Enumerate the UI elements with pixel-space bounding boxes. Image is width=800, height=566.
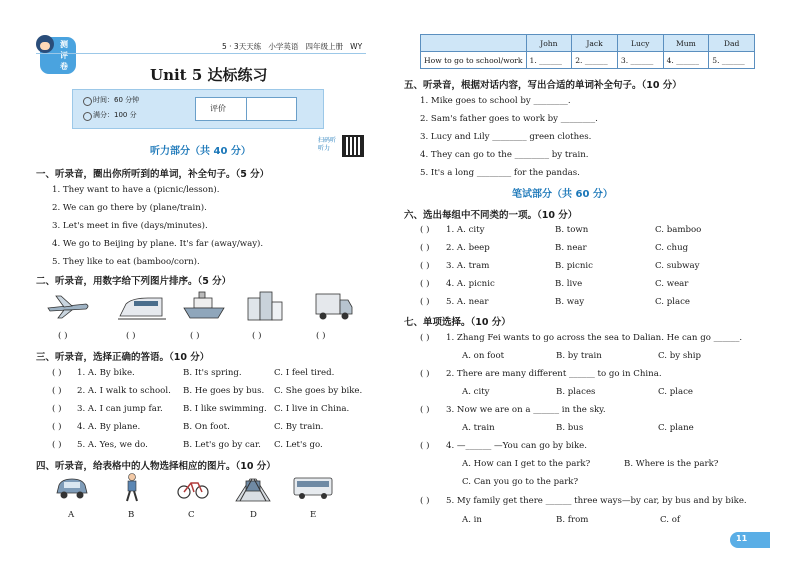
option-b: B. live [555, 279, 583, 289]
answer-paren[interactable]: ( ) [420, 405, 430, 415]
option-a: 5. A. near [446, 297, 489, 307]
option-b: B. from [556, 515, 589, 525]
table-header: Mum [663, 35, 709, 52]
option-a: A. train [462, 423, 495, 433]
option-b: B. I like swimming. [183, 404, 267, 414]
info-score: 满分：100 分 [93, 111, 137, 119]
option-c: C. Can you go to the park? [462, 477, 579, 487]
answer-paren[interactable]: ( ) [420, 333, 430, 343]
sec4-title: 四、听录音，给表格中的人物选择相应的图片。（10 分） [36, 461, 276, 472]
question-text: 3. Now we are on a ______ in the sky. [446, 405, 606, 415]
option-a: 1. A. By bike. [77, 368, 135, 378]
grade-box [195, 97, 297, 121]
answer-paren[interactable]: ( ) [420, 496, 430, 506]
table-corner [421, 35, 527, 52]
page-number-tab [730, 532, 770, 548]
option-c: C. I live in China. [274, 404, 350, 414]
answer-paren[interactable]: ( ) [52, 404, 62, 414]
option-c: C. of [660, 515, 681, 525]
sec1-item: 1. They want to have a (picnic/lesson). [52, 185, 220, 195]
sec5-item: 2. Sam's father goes to work by ________. [420, 114, 598, 124]
sec1-item: 3. Let's meet in five (days/minutes). [52, 221, 208, 231]
sec5-item: 3. Lucy and Lily ________ green clothes. [420, 132, 592, 142]
option-b: B. On foot. [183, 422, 230, 432]
bus-icon [292, 475, 334, 501]
picture-label: E [310, 510, 317, 520]
option-c: C. place [658, 387, 694, 397]
sec2-blank[interactable]: ( ) [316, 331, 326, 341]
answer-paren[interactable]: ( ) [420, 279, 430, 289]
option-b: B. near [555, 243, 587, 253]
ship-icon [182, 290, 226, 322]
picture-label: C [188, 510, 195, 520]
picture-label: D [250, 510, 257, 520]
answer-paren[interactable]: ( ) [420, 369, 430, 379]
sec2-blank[interactable]: ( ) [126, 331, 136, 341]
qr-code-icon [342, 135, 364, 157]
answer-paren[interactable]: ( ) [52, 422, 62, 432]
table-cell[interactable]: 3. ______ [617, 52, 663, 69]
answer-paren[interactable]: ( ) [420, 261, 430, 271]
option-c: C. By train. [274, 422, 324, 432]
option-b: B. town [555, 225, 589, 235]
option-b: B. places [556, 387, 596, 397]
table-header: Lucy [617, 35, 663, 52]
header-badge: 测评卷 [40, 37, 76, 74]
option-b: B. Where is the park? [624, 459, 719, 469]
option-a: A. in [462, 515, 482, 525]
answer-paren[interactable]: ( ) [420, 225, 430, 235]
sec1-item: 2. We can go there by (plane/train). [52, 203, 207, 213]
medal-icon [83, 112, 92, 121]
clock-icon [83, 97, 92, 106]
option-b: B. It's spring. [183, 368, 242, 378]
question-text: 5. My family get there ______ three ways—by car, by bus and by bike. [446, 496, 747, 506]
sec5-title: 五、听录音，根据对话内容，写出合适的单词补全句子。（10 分） [404, 80, 682, 91]
option-c: C. place [655, 297, 691, 307]
truck-icon [314, 290, 354, 322]
option-b: B. He goes by bus. [183, 386, 265, 396]
table-header: Dad [709, 35, 755, 52]
bike-icon [176, 475, 210, 501]
grade-label: 评价 [210, 104, 226, 113]
picture-label: B [128, 510, 135, 520]
option-a: 2. A. beep [446, 243, 490, 253]
sec6-title: 六、选出每组中不同类的一项。（10 分） [404, 210, 578, 221]
table-header: John [526, 35, 572, 52]
answer-paren[interactable]: ( ) [52, 440, 62, 450]
sec2-blank[interactable]: ( ) [252, 331, 262, 341]
option-c: C. wear [655, 279, 689, 289]
table-header: Jack [572, 35, 618, 52]
option-b: B. way [555, 297, 585, 307]
question-text: 1. Zhang Fei wants to go across the sea to Dalian. He can go ______. [446, 333, 743, 343]
info-time: 时间：60 分钟 [93, 96, 140, 104]
sec5-item: 5. It's a long ________ for the pandas. [420, 168, 580, 178]
option-c: C. plane [658, 423, 694, 433]
sec7-title: 七、单项选择。（10 分） [404, 317, 511, 328]
sec2-blank[interactable]: ( ) [190, 331, 200, 341]
option-b: B. by train [556, 351, 602, 361]
answer-paren[interactable]: ( ) [52, 368, 62, 378]
train-track-icon [234, 473, 272, 503]
header-meta [222, 41, 362, 52]
option-b: B. bus [556, 423, 584, 433]
sec1-title: 一、听录音，圈出你所听到的单词，补全句子。（5 分） [36, 169, 270, 180]
sec2-blank[interactable]: ( ) [58, 331, 68, 341]
option-c: C. Let's go. [274, 440, 323, 450]
answer-paren[interactable]: ( ) [420, 297, 430, 307]
option-a: 5. A. Yes, we do. [77, 440, 148, 450]
header-grade: 四年级上册 [305, 42, 344, 51]
header-series: 5 · 3天天练 [222, 42, 262, 51]
listening-header: 听力部分（共 40 分） [150, 146, 251, 157]
table-row-label: How to go to school/work [421, 52, 527, 69]
picture-label: A [68, 510, 75, 520]
car-icon [54, 475, 90, 501]
answer-paren[interactable]: ( ) [52, 386, 62, 396]
mascot-icon [36, 35, 54, 53]
option-a: 4. A. picnic [446, 279, 495, 289]
header-subject: 小学英语 [268, 42, 299, 51]
sec1-item: 4. We go to Beijing by plane. It's far (away/way). [52, 239, 264, 249]
option-a: A. city [462, 387, 490, 397]
sec4-answer-table [420, 34, 755, 69]
option-a: 3. A. I can jump far. [77, 404, 163, 414]
table-cell[interactable]: 5. ______ [709, 52, 755, 69]
header-edition: WY [350, 42, 363, 51]
info-box [72, 89, 324, 129]
written-header: 笔试部分（共 60 分） [512, 189, 613, 200]
option-c: C. She goes by bike. [274, 386, 363, 396]
option-a: A. on foot [462, 351, 505, 361]
option-a: 3. A. tram [446, 261, 490, 271]
table-cell[interactable]: 2. ______ [572, 52, 618, 69]
header-rule [36, 53, 366, 54]
table-cell[interactable]: 4. ______ [663, 52, 709, 69]
option-a: 4. A. By plane. [77, 422, 141, 432]
buildings-icon [246, 290, 284, 322]
option-b: B. picnic [555, 261, 593, 271]
sec5-item: 4. They can go to the ________ by train. [420, 150, 589, 160]
answer-paren[interactable]: ( ) [420, 441, 430, 451]
answer-paren[interactable]: ( ) [420, 243, 430, 253]
page-title: Unit 5 达标练习 [150, 66, 268, 84]
sec5-item: 1. Mike goes to school by ________. [420, 96, 571, 106]
sec2-title: 二、听录音，用数字给下列图片排序。（5 分） [36, 276, 232, 287]
sec1-item: 5. They like to eat (bamboo/corn). [52, 257, 200, 267]
option-c: C. by ship [658, 351, 702, 361]
qr-label: 扫码听听力 [318, 137, 337, 152]
table-cell[interactable]: 1. ______ [526, 52, 572, 69]
option-a: A. How can I get to the park? [462, 459, 591, 469]
walking-person-icon [122, 473, 142, 503]
sec3-title: 三、听录音，选择正确的答语。（10 分） [36, 352, 210, 363]
option-c: C. subway [655, 261, 700, 271]
train-icon [118, 292, 166, 322]
page-number: 11 [736, 534, 748, 543]
question-text: 2. There are many different ______ to go in China. [446, 369, 662, 379]
question-text: 4. —______ —You can go by bike. [446, 441, 587, 451]
option-a: 1. A. city [446, 225, 485, 235]
option-a: 2. A. I walk to school. [77, 386, 171, 396]
option-c: C. I feel tired. [274, 368, 335, 378]
option-c: C. bamboo [655, 225, 702, 235]
option-c: C. chug [655, 243, 689, 253]
plane-icon [46, 294, 90, 320]
option-b: B. Let's go by car. [183, 440, 261, 450]
